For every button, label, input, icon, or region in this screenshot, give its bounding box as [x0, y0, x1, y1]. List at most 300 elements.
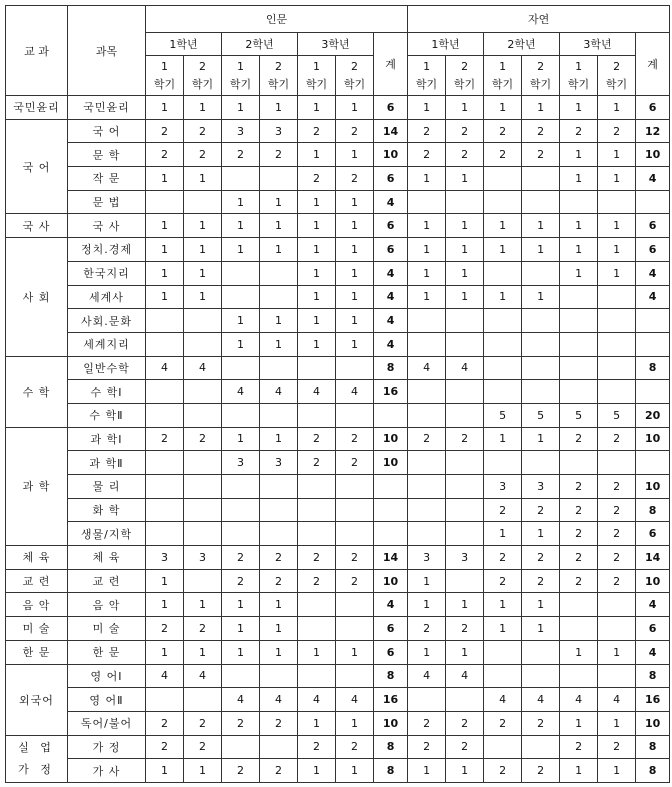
- hours-cell: [598, 593, 636, 617]
- total-cell: [374, 475, 408, 499]
- hours-cell: 4: [408, 356, 446, 380]
- total-cell: 10: [374, 711, 408, 735]
- hours-cell: 1: [184, 238, 222, 262]
- course-cell: 국민윤리: [68, 96, 146, 120]
- total-cell: [636, 309, 670, 333]
- hours-cell: 2: [146, 617, 184, 641]
- hours-cell: 1: [222, 214, 260, 238]
- hours-cell: 1: [408, 569, 446, 593]
- header-grade: 3학년: [298, 33, 374, 56]
- hours-cell: [598, 190, 636, 214]
- table-row: [6, 96, 670, 120]
- hours-cell: 2: [560, 522, 598, 546]
- subject-group-cell: 한 문: [6, 640, 68, 664]
- hours-cell: 1: [522, 593, 560, 617]
- hours-cell: 2: [408, 119, 446, 143]
- hours-cell: [598, 285, 636, 309]
- hours-cell: 2: [522, 569, 560, 593]
- hours-cell: 2: [598, 427, 636, 451]
- course-cell: 영 어Ⅰ: [68, 664, 146, 688]
- hours-cell: [336, 664, 374, 688]
- hours-cell: 2: [484, 711, 522, 735]
- table-row: [6, 593, 670, 617]
- hours-cell: 1: [408, 96, 446, 120]
- hours-cell: [260, 285, 298, 309]
- hours-cell: 4: [598, 688, 636, 712]
- hours-cell: 1: [446, 759, 484, 783]
- hours-cell: 1: [408, 261, 446, 285]
- total-cell: 14: [374, 546, 408, 570]
- hours-cell: 2: [598, 119, 636, 143]
- hours-cell: 2: [260, 759, 298, 783]
- hours-cell: 2: [184, 711, 222, 735]
- hours-cell: [146, 332, 184, 356]
- hours-cell: [560, 356, 598, 380]
- hours-cell: [408, 475, 446, 499]
- header-grade: 1학년: [146, 33, 222, 56]
- hours-cell: 1: [484, 593, 522, 617]
- subject-group-cell: 과 학: [6, 427, 68, 545]
- total-cell: 6: [636, 522, 670, 546]
- hours-cell: 2: [598, 475, 636, 499]
- total-cell: 8: [374, 735, 408, 759]
- hours-cell: 1: [222, 309, 260, 333]
- total-cell: [636, 332, 670, 356]
- semester-number: 1: [161, 59, 168, 73]
- hours-cell: 2: [522, 711, 560, 735]
- hours-cell: 1: [298, 309, 336, 333]
- hours-cell: [484, 451, 522, 475]
- header-semester: [222, 56, 260, 96]
- hours-cell: 1: [336, 214, 374, 238]
- hours-cell: 1: [146, 96, 184, 120]
- semester-label: 학기: [529, 77, 552, 91]
- semester-label: 학기: [229, 77, 252, 91]
- hours-cell: [146, 475, 184, 499]
- hours-cell: 3: [484, 475, 522, 499]
- table-body: [6, 96, 670, 783]
- hours-cell: 2: [484, 546, 522, 570]
- semester-number: 2: [199, 59, 206, 73]
- course-cell: 영 어Ⅱ: [68, 688, 146, 712]
- hours-cell: 1: [336, 640, 374, 664]
- hours-cell: 2: [560, 569, 598, 593]
- total-cell: 6: [374, 167, 408, 191]
- hours-cell: 1: [598, 261, 636, 285]
- hours-cell: [446, 498, 484, 522]
- hours-cell: [222, 167, 260, 191]
- hours-cell: 2: [446, 427, 484, 451]
- hours-cell: 2: [598, 735, 636, 759]
- hours-cell: 1: [222, 238, 260, 262]
- hours-cell: 2: [222, 546, 260, 570]
- subject-group-line: 가 정: [18, 762, 55, 776]
- hours-cell: [260, 356, 298, 380]
- total-cell: 10: [636, 143, 670, 167]
- total-cell: 14: [636, 546, 670, 570]
- course-cell: 한국지리: [68, 261, 146, 285]
- hours-cell: 3: [146, 546, 184, 570]
- hours-cell: [184, 569, 222, 593]
- hours-cell: 1: [298, 332, 336, 356]
- hours-cell: [408, 309, 446, 333]
- hours-cell: 1: [408, 759, 446, 783]
- hours-cell: 1: [222, 617, 260, 641]
- hours-cell: 1: [560, 759, 598, 783]
- hours-cell: 3: [260, 119, 298, 143]
- hours-cell: [560, 451, 598, 475]
- course-cell: 국 사: [68, 214, 146, 238]
- hours-cell: 2: [146, 711, 184, 735]
- hours-cell: 1: [446, 96, 484, 120]
- hours-cell: [598, 451, 636, 475]
- hours-cell: [598, 356, 636, 380]
- subject-group-cell: 교 련: [6, 569, 68, 593]
- hours-cell: 2: [522, 119, 560, 143]
- total-cell: 6: [374, 617, 408, 641]
- total-cell: 6: [374, 214, 408, 238]
- semester-label: 학기: [605, 77, 628, 91]
- subject-group-cell: 국 어: [6, 119, 68, 214]
- hours-cell: 2: [336, 546, 374, 570]
- semester-number: 1: [313, 59, 320, 73]
- table-row: [6, 285, 670, 309]
- subject-group-cell: [6, 735, 68, 782]
- hours-cell: [446, 451, 484, 475]
- hours-cell: 2: [446, 711, 484, 735]
- hours-cell: 2: [336, 119, 374, 143]
- hours-cell: 1: [336, 96, 374, 120]
- hours-cell: 4: [484, 688, 522, 712]
- hours-cell: 2: [146, 119, 184, 143]
- hours-cell: 2: [484, 143, 522, 167]
- course-cell: 문 법: [68, 190, 146, 214]
- header-semester: [336, 56, 374, 96]
- hours-cell: 3: [222, 451, 260, 475]
- hours-cell: 1: [260, 214, 298, 238]
- hours-cell: 1: [560, 214, 598, 238]
- course-cell: 음 악: [68, 593, 146, 617]
- hours-cell: [260, 167, 298, 191]
- hours-cell: [184, 522, 222, 546]
- hours-cell: [260, 403, 298, 427]
- hours-cell: 4: [446, 356, 484, 380]
- hours-cell: [522, 167, 560, 191]
- hours-cell: [560, 617, 598, 641]
- semester-number: 2: [537, 59, 545, 73]
- hours-cell: 1: [336, 285, 374, 309]
- total-cell: 4: [636, 640, 670, 664]
- total-cell: 10: [374, 427, 408, 451]
- hours-cell: 1: [484, 617, 522, 641]
- hours-cell: 1: [598, 143, 636, 167]
- hours-cell: 1: [408, 167, 446, 191]
- course-cell: 정치.경제: [68, 238, 146, 262]
- hours-cell: 4: [222, 688, 260, 712]
- total-cell: 8: [374, 664, 408, 688]
- hours-cell: 2: [222, 569, 260, 593]
- header-total: 계: [374, 33, 408, 96]
- table-row: [6, 735, 670, 759]
- hours-cell: [298, 593, 336, 617]
- total-cell: 12: [636, 119, 670, 143]
- table-row: [6, 640, 670, 664]
- hours-cell: 2: [446, 735, 484, 759]
- hours-cell: [146, 380, 184, 404]
- hours-cell: [408, 451, 446, 475]
- header-course: 과목: [68, 6, 146, 96]
- hours-cell: 2: [298, 546, 336, 570]
- hours-cell: [336, 356, 374, 380]
- hours-cell: 1: [184, 167, 222, 191]
- hours-cell: [222, 475, 260, 499]
- hours-cell: 2: [260, 546, 298, 570]
- hours-cell: 1: [522, 522, 560, 546]
- hours-cell: 1: [298, 214, 336, 238]
- hours-cell: [222, 403, 260, 427]
- hours-cell: 2: [522, 498, 560, 522]
- total-cell: 4: [636, 285, 670, 309]
- table-row: [6, 143, 670, 167]
- hours-cell: [336, 593, 374, 617]
- hours-cell: 1: [522, 96, 560, 120]
- total-cell: [374, 522, 408, 546]
- hours-cell: 1: [446, 593, 484, 617]
- hours-cell: 2: [598, 569, 636, 593]
- hours-cell: 1: [598, 238, 636, 262]
- total-cell: 10: [636, 427, 670, 451]
- hours-cell: [184, 403, 222, 427]
- hours-cell: 4: [408, 664, 446, 688]
- hours-cell: 4: [222, 380, 260, 404]
- hours-cell: [336, 617, 374, 641]
- hours-cell: 1: [336, 759, 374, 783]
- hours-cell: 1: [408, 593, 446, 617]
- hours-cell: 1: [336, 711, 374, 735]
- hours-cell: [522, 735, 560, 759]
- hours-cell: 1: [184, 640, 222, 664]
- hours-cell: [446, 309, 484, 333]
- subject-group-cell: 음 악: [6, 593, 68, 617]
- header-semester: [146, 56, 184, 96]
- hours-cell: 4: [522, 688, 560, 712]
- hours-cell: 1: [522, 617, 560, 641]
- hours-cell: 2: [560, 546, 598, 570]
- hours-cell: [446, 475, 484, 499]
- hours-cell: 1: [146, 214, 184, 238]
- hours-cell: 1: [298, 711, 336, 735]
- header-semester: [598, 56, 636, 96]
- semester-label: 학기: [491, 77, 514, 91]
- hours-cell: 1: [298, 190, 336, 214]
- total-cell: [636, 380, 670, 404]
- total-cell: 4: [374, 261, 408, 285]
- header-grade: 3학년: [560, 33, 636, 56]
- semester-number: 1: [575, 59, 583, 73]
- hours-cell: [298, 403, 336, 427]
- hours-cell: 2: [184, 427, 222, 451]
- hours-cell: 1: [260, 190, 298, 214]
- table-row: [6, 688, 670, 712]
- total-cell: [374, 498, 408, 522]
- hours-cell: [222, 356, 260, 380]
- hours-cell: 1: [408, 640, 446, 664]
- table-row: [6, 451, 670, 475]
- hours-cell: 2: [522, 143, 560, 167]
- hours-cell: [446, 332, 484, 356]
- hours-cell: 2: [298, 735, 336, 759]
- hours-cell: 2: [446, 617, 484, 641]
- hours-cell: 2: [184, 735, 222, 759]
- hours-cell: 1: [446, 640, 484, 664]
- hours-cell: 2: [298, 569, 336, 593]
- hours-cell: 3: [184, 546, 222, 570]
- header-semester: [560, 56, 598, 96]
- hours-cell: 1: [336, 261, 374, 285]
- header-track-science: 자연: [408, 6, 670, 33]
- hours-cell: [222, 522, 260, 546]
- hours-cell: 1: [522, 238, 560, 262]
- subject-group-cell: 국민윤리: [6, 96, 68, 120]
- table-row: [6, 332, 670, 356]
- hours-cell: 2: [222, 759, 260, 783]
- hours-cell: 2: [184, 119, 222, 143]
- hours-cell: 1: [146, 238, 184, 262]
- table-row: [6, 522, 670, 546]
- course-cell: 세계지리: [68, 332, 146, 356]
- hours-cell: [484, 735, 522, 759]
- total-cell: 4: [374, 593, 408, 617]
- hours-cell: 1: [260, 617, 298, 641]
- hours-cell: [336, 498, 374, 522]
- hours-cell: [222, 735, 260, 759]
- hours-cell: [598, 380, 636, 404]
- hours-cell: [298, 475, 336, 499]
- hours-cell: [560, 332, 598, 356]
- hours-cell: 2: [260, 143, 298, 167]
- hours-cell: 4: [146, 664, 184, 688]
- hours-cell: 2: [336, 427, 374, 451]
- semester-label: 학기: [343, 77, 366, 91]
- hours-cell: 1: [184, 214, 222, 238]
- table-row: [6, 309, 670, 333]
- hours-cell: 2: [298, 119, 336, 143]
- hours-cell: [484, 167, 522, 191]
- hours-cell: 3: [222, 119, 260, 143]
- hours-cell: 2: [560, 427, 598, 451]
- hours-cell: 2: [336, 735, 374, 759]
- hours-cell: 1: [184, 285, 222, 309]
- hours-cell: 1: [184, 593, 222, 617]
- course-cell: 세계사: [68, 285, 146, 309]
- hours-cell: [522, 380, 560, 404]
- total-cell: 4: [374, 190, 408, 214]
- hours-cell: 1: [484, 214, 522, 238]
- total-cell: 6: [374, 238, 408, 262]
- subject-group-cell: 사 회: [6, 238, 68, 356]
- hours-cell: [522, 451, 560, 475]
- total-cell: 10: [636, 475, 670, 499]
- semester-label: 학기: [191, 77, 214, 91]
- hours-cell: 2: [598, 498, 636, 522]
- hours-cell: [408, 190, 446, 214]
- course-cell: 한 문: [68, 640, 146, 664]
- hours-cell: 1: [146, 569, 184, 593]
- hours-cell: 1: [298, 285, 336, 309]
- hours-cell: [560, 190, 598, 214]
- hours-cell: [298, 356, 336, 380]
- hours-cell: [598, 664, 636, 688]
- hours-cell: [222, 664, 260, 688]
- hours-cell: 1: [222, 190, 260, 214]
- hours-cell: [184, 498, 222, 522]
- total-cell: 4: [374, 332, 408, 356]
- hours-cell: 1: [598, 167, 636, 191]
- subject-group-line: 실 업: [18, 740, 55, 754]
- header-track-humanities: 인문: [146, 6, 408, 33]
- total-cell: 6: [374, 640, 408, 664]
- total-cell: 4: [636, 261, 670, 285]
- hours-cell: 1: [146, 285, 184, 309]
- hours-cell: [560, 593, 598, 617]
- hours-cell: 1: [408, 214, 446, 238]
- hours-cell: 1: [560, 167, 598, 191]
- hours-cell: 1: [522, 427, 560, 451]
- header-subject-group: 교 과: [6, 6, 68, 96]
- hours-cell: 3: [446, 546, 484, 570]
- hours-cell: 1: [146, 593, 184, 617]
- hours-cell: 1: [260, 593, 298, 617]
- course-cell: 과 학Ⅱ: [68, 451, 146, 475]
- hours-cell: [146, 309, 184, 333]
- hours-cell: [336, 475, 374, 499]
- hours-cell: [184, 309, 222, 333]
- hours-cell: 1: [146, 167, 184, 191]
- table-row: [6, 569, 670, 593]
- hours-cell: [484, 261, 522, 285]
- hours-cell: [146, 190, 184, 214]
- subject-group-cell: 미 술: [6, 617, 68, 641]
- semester-label: 학기: [415, 77, 438, 91]
- hours-cell: [484, 380, 522, 404]
- course-cell: 물 리: [68, 475, 146, 499]
- hours-cell: 1: [146, 261, 184, 285]
- hours-cell: 1: [298, 640, 336, 664]
- hours-cell: 1: [222, 593, 260, 617]
- hours-cell: 1: [260, 238, 298, 262]
- hours-cell: [184, 190, 222, 214]
- table-row: [6, 664, 670, 688]
- course-cell: 과 학Ⅰ: [68, 427, 146, 451]
- hours-cell: 5: [598, 403, 636, 427]
- hours-cell: [446, 522, 484, 546]
- hours-cell: 2: [560, 475, 598, 499]
- semester-label: 학기: [153, 77, 176, 91]
- table-row: [6, 403, 670, 427]
- hours-cell: 1: [560, 96, 598, 120]
- hours-cell: 4: [184, 356, 222, 380]
- semester-number: 2: [275, 59, 282, 73]
- hours-cell: 2: [560, 498, 598, 522]
- course-cell: 가 정: [68, 735, 146, 759]
- total-cell: [636, 190, 670, 214]
- table-row: [6, 546, 670, 570]
- hours-cell: [146, 522, 184, 546]
- hours-cell: 1: [260, 427, 298, 451]
- total-cell: 8: [636, 356, 670, 380]
- hours-cell: [408, 498, 446, 522]
- hours-cell: [146, 498, 184, 522]
